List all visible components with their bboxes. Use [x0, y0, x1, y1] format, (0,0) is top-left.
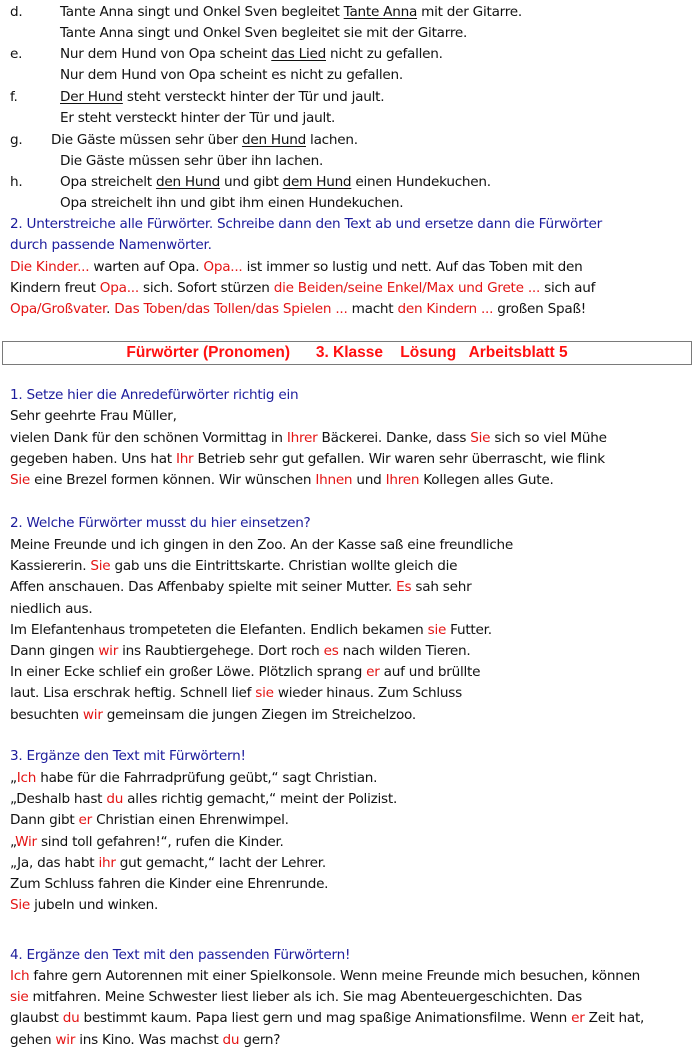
answer-pronoun: sie	[10, 989, 29, 1006]
answer-pronoun: wir	[98, 643, 119, 659]
answer-pronoun: Wir	[15, 833, 37, 850]
answer-pronoun: Opa...	[99, 280, 139, 296]
section-1-greeting: Sehr geehrte Frau Müller,	[10, 408, 177, 424]
text-segment: .	[106, 301, 115, 317]
answer-pronoun: er	[78, 812, 92, 829]
item-d-answer: Tante Anna singt und Onkel Sven begleitet sie mit der Gitarre.	[60, 25, 468, 41]
text-segment: „Ja, das habt	[10, 854, 99, 871]
text-segment: „Deshalb hast	[10, 791, 107, 808]
section-2-line	[10, 641, 470, 661]
text-segment: Zum Schluss fahren die Kinder eine Ehrenrunde.	[10, 876, 329, 892]
answer-pronoun: Ihren	[385, 472, 420, 488]
text-segment: gehen	[10, 1031, 56, 1048]
section-2-line	[10, 535, 513, 555]
text-segment: Betrieb sehr gut gefallen. Wir waren sehr überrascht, wie flink	[193, 451, 605, 467]
text-segment: ist immer so lustig und nett. Auf das Toben mit den	[242, 259, 583, 275]
section-4-line	[10, 1008, 644, 1028]
text-segment: Bäckerei. Danke, dass	[317, 430, 471, 446]
section-2-line	[10, 620, 492, 640]
section-3-line	[10, 789, 397, 809]
item-f-answer: Er steht versteckt hinter der Tür und jault.	[60, 110, 336, 126]
section-3-line	[10, 853, 326, 873]
answer-pronoun: wir	[82, 706, 103, 723]
text-segment: laut. Lisa erschrak heftig. Schnell lief	[10, 685, 256, 702]
text-segment: und	[352, 472, 386, 488]
answer-pronoun: Ich	[16, 770, 37, 786]
section-3-line	[10, 832, 284, 852]
text-segment: eine Brezel formen können. Wir wünschen	[30, 472, 316, 488]
text-segment: Dann gingen	[10, 643, 99, 659]
answer-pronoun: Sie	[10, 897, 31, 914]
answer-pronoun: es	[323, 643, 339, 659]
text-segment: großen Spaß!	[493, 301, 586, 317]
answer-pronoun: wir	[55, 1031, 76, 1048]
exercise-2-heading-line1: 2. Unterstreiche alle Fürwörter. Schreibe dann den Text ab und ersetze dann die Fürwörter	[10, 216, 602, 232]
exercise-2-text-line	[10, 257, 582, 277]
section-2-line	[10, 577, 471, 597]
text-segment: alles richtig gemacht,“ meint der Polizist.	[123, 791, 398, 808]
text-segment: Christian einen Ehrenwimpel.	[92, 812, 289, 829]
answer-pronoun: ihr	[98, 854, 116, 871]
answer-pronoun: du	[222, 1031, 240, 1048]
section-1-line	[10, 449, 605, 469]
answer-pronoun: du	[106, 791, 124, 808]
section-2-line	[10, 599, 92, 619]
text-segment: Meine Freunde und ich gingen in den Zoo. An der Kasse saß eine freundliche	[10, 537, 514, 553]
text-segment: ins Raubtiergehege. Dort roch	[118, 643, 324, 659]
text-segment: „	[10, 833, 16, 850]
answer-pronoun: Ihr	[175, 451, 194, 467]
answer-pronoun: er	[571, 1010, 585, 1027]
text-segment: niedlich aus.	[10, 600, 93, 617]
answer-pronoun: sie	[255, 685, 274, 702]
text-segment: gut gemacht,“ lacht der Lehrer.	[115, 854, 326, 871]
exercise-2-text-line	[10, 278, 595, 298]
section-4-line	[10, 1030, 280, 1050]
answer-pronoun: Sie	[90, 558, 111, 575]
section-3-line	[10, 768, 377, 788]
section-3-heading: 3. Ergänze den Text mit Fürwörtern!	[10, 748, 246, 764]
section-2-line	[10, 556, 457, 576]
section-1-line	[10, 428, 607, 448]
answer-pronoun: Die Kinder...	[10, 259, 90, 275]
worksheet-title-box: Fürwörter (Pronomen) 3. Klasse Lösung Arbeitsblatt 5	[2, 341, 692, 365]
exercise-2-text-line	[10, 299, 586, 319]
text-segment: sich. Sofort stürzen	[138, 280, 274, 296]
section-2-line	[10, 705, 416, 725]
text-segment: In einer Ecke schlief ein großer Löwe. Plötzlich sprang	[10, 664, 367, 681]
text-segment: sind toll gefahren!“, rufen die Kinder.	[36, 833, 284, 850]
section-4-line	[10, 987, 582, 1007]
answer-pronoun: du	[62, 1010, 80, 1027]
exercise-2-heading-line2: durch passende Namenwörter.	[10, 237, 212, 253]
item-g-answer: Die Gäste müssen sehr über ihn lachen.	[60, 153, 324, 169]
section-2-line	[10, 662, 480, 682]
text-segment: Affen anschauen. Das Affenbaby spielte mit seiner Mutter.	[10, 579, 397, 596]
text-segment: „	[10, 770, 17, 786]
section-3-line	[10, 895, 158, 915]
section-3-line	[10, 874, 328, 894]
text-segment: fahre gern Autorennen mit einer Spielkonsole. Wenn meine Freunde mich besuchen, können	[29, 968, 641, 984]
text-segment: Kassiererin.	[10, 558, 91, 575]
text-segment: nach wilden Tieren.	[338, 643, 471, 659]
text-segment: gab uns die Eintrittskarte. Christian wollte gleich die	[110, 558, 458, 575]
text-segment: gern?	[239, 1031, 281, 1048]
text-segment: auf und brüllte	[379, 664, 481, 681]
text-segment: sich auf	[540, 280, 596, 296]
answer-pronoun: Sie	[470, 430, 491, 446]
text-segment: glaubst	[10, 1010, 63, 1027]
text-segment: Kollegen alles Gute.	[419, 472, 554, 488]
text-segment: mitfahren. Meine Schwester liest lieber als ich. Sie mag Abenteuergeschichten. Das	[28, 989, 582, 1006]
answer-pronoun: Es	[396, 579, 412, 596]
section-4-line	[10, 966, 640, 986]
text-segment: warten auf Opa.	[89, 259, 204, 275]
text-segment: bestimmt kaum. Papa liest gern und mag spaßige Animationsfilme. Wenn	[79, 1010, 572, 1027]
answer-pronoun: er	[366, 664, 380, 681]
text-segment: Kindern freut	[10, 280, 100, 296]
section-1-heading: 1. Setze hier die Anredefürwörter richtig ein	[10, 387, 299, 403]
text-segment: macht	[347, 301, 398, 317]
answer-pronoun: Sie	[10, 472, 31, 488]
text-segment: wieder hinaus. Zum Schluss	[273, 685, 462, 702]
text-segment: Zeit hat,	[584, 1010, 645, 1027]
text-segment: Futter.	[446, 621, 492, 638]
text-segment: habe für die Fahrradprüfung geübt,“ sagt Christian.	[36, 770, 378, 786]
text-segment: jubeln und winken.	[30, 897, 159, 914]
text-segment: sah sehr	[411, 579, 472, 596]
section-2-heading: 2. Welche Fürwörter musst du hier einsetzen?	[10, 515, 311, 531]
section-2-line	[10, 683, 462, 703]
text-segment: gemeinsam die jungen Ziegen im Streichelzoo.	[102, 706, 416, 723]
answer-pronoun: Das Toben/das Tollen/das Spielen ...	[114, 301, 348, 317]
answer-pronoun: Opa...	[203, 259, 243, 275]
section-4-heading: 4. Ergänze den Text mit den passenden Fürwörtern!	[10, 947, 351, 963]
section-1-line	[10, 470, 554, 490]
answer-pronoun: Ihrer	[286, 430, 318, 446]
text-segment: vielen Dank für den schönen Vormittag in	[10, 430, 287, 446]
section-3-line	[10, 810, 289, 830]
answer-pronoun: Ihnen	[315, 472, 353, 488]
item-h-answer: Opa streichelt ihn und gibt ihm einen Hundekuchen.	[60, 195, 404, 211]
answer-pronoun: Ich	[10, 968, 30, 984]
answer-pronoun: sie	[427, 621, 447, 638]
text-segment: gegeben haben. Uns hat	[10, 451, 176, 467]
answer-pronoun: Opa/Großvater	[10, 301, 107, 317]
text-segment: sich so viel Mühe	[490, 430, 607, 446]
text-segment: Dann gibt	[10, 812, 79, 829]
answer-pronoun: die Beiden/seine Enkel/Max und Grete ...	[273, 280, 541, 296]
answer-pronoun: den Kindern ...	[397, 301, 494, 317]
item-e-answer: Nur dem Hund von Opa scheint es nicht zu gefallen.	[60, 67, 403, 83]
text-segment: besuchten	[10, 706, 83, 723]
text-segment: Im Elefantenhaus trompeteten die Elefanten. Endlich bekamen	[10, 621, 428, 638]
text-segment: ins Kino. Was machst	[75, 1031, 223, 1048]
